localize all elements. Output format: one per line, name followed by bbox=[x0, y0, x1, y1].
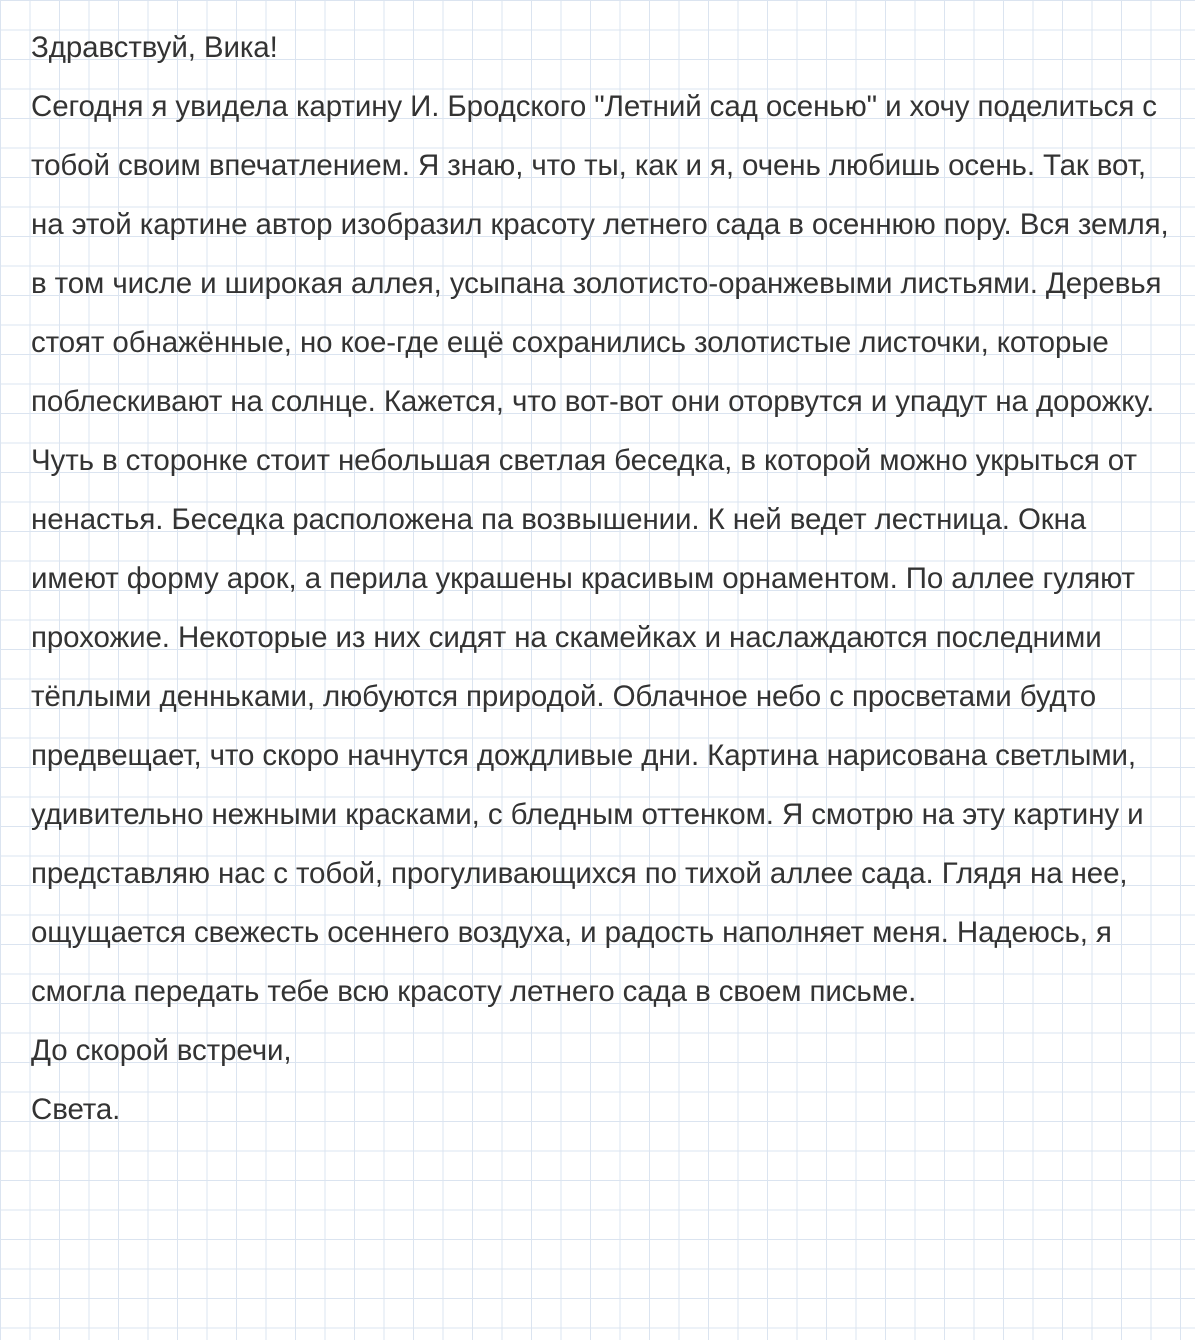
letter-closing: До скорой встречи, bbox=[31, 1034, 292, 1067]
letter-signature: Света. bbox=[31, 1093, 121, 1126]
letter-body: Сегодня я увидела картину И. Бродского "Летний сад осенью" и хочу поделиться с тобой своим впечатлением. Я знаю, что ты, как и я, очень любишь осень. Так вот, на этой картине автор изобразил красоту летнего сада в осеннюю пору. Вся земля, в том числе и широкая аллея, усыпана золотисто-оранжевыми листьями. Деревья стоят обнажённые, но кое-где ещё сохранились золотистые листочки, которые поблескивают на солнце. Кажется, что вот-вот они оторвутся и упадут на дорожку. Чуть в сторонке стоит небольшая светлая беседка, в которой можно укрыться от ненастья. Беседка расположена па возвышении. К ней ведет лестница. Окна имеют форму арок, а перила украшены красивым орнаментом. По аллее гуляют прохожие. Некоторые из них сидят на скамейках и наслаждаются последними тёплыми денньками, любуются природой. Облачное небо с просветами будто предвещает, что скоро начнутся дождливые дни. Картина нарисована светлыми, удивительно нежными красками, с бледным оттенком. Я смотрю на эту картину и представляю нас с тобой, прогуливающихся по тихой аллее сада. Глядя на нее, ощущается свежесть осеннего воздуха, и радость наполняет меня. Надеюсь, я смогла передать тебе всю красоту летнего сада в своем письме. bbox=[31, 90, 1169, 1008]
letter-text bbox=[31, 18, 1181, 1139]
letter-greeting: Здравствуй, Вика! bbox=[31, 31, 278, 64]
